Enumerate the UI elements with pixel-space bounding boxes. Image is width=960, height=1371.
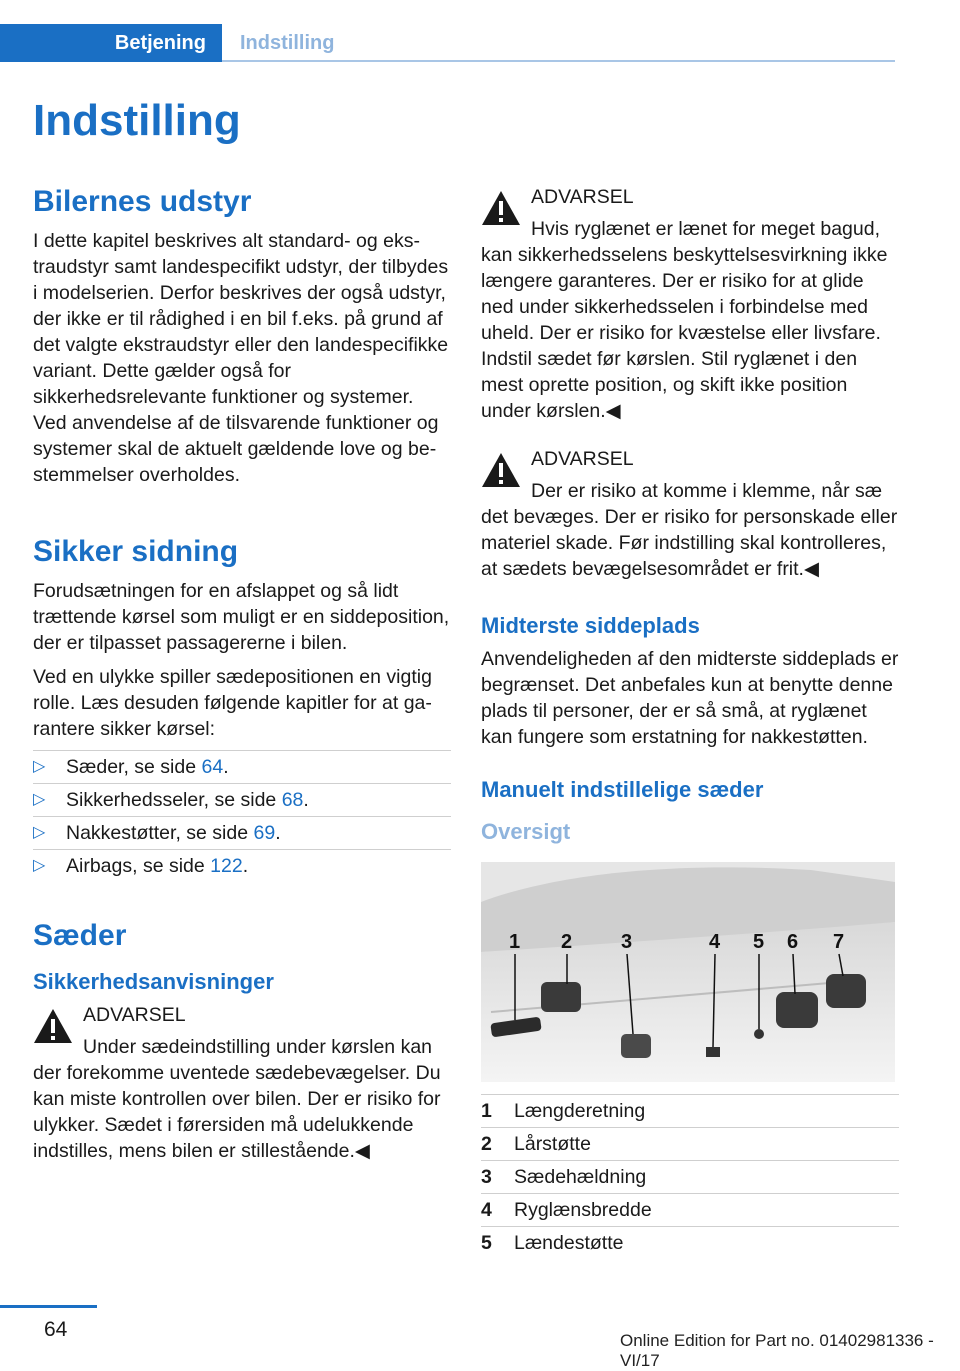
- list-item-end: .: [303, 789, 309, 811]
- bullet-triangle-icon: ▷: [33, 857, 46, 874]
- list-item: [33, 816, 451, 849]
- paragraph-ulykke: Ved en ulykke spiller sædepositionen en vigtig rolle. Læs desuden følgende kapitler for at garantere sikker kørsel:: [33, 666, 432, 740]
- list-item: [33, 849, 451, 882]
- running-header: [0, 0, 960, 62]
- legend-number: 4: [481, 1199, 492, 1221]
- list-item-text: Airbags, se side: [66, 855, 211, 877]
- page-link[interactable]: 64: [201, 756, 224, 778]
- warning-triangle-icon: [481, 452, 521, 488]
- photo-callout-label: 4: [709, 931, 721, 953]
- photo-callout-label: 2: [561, 931, 573, 953]
- subsection-title-oversigt: Oversigt: [481, 819, 571, 844]
- warning-text-first-line: Der er risiko at komme i klemme, når sæ: [531, 480, 883, 502]
- warning-heading: ADVARSEL: [531, 186, 634, 208]
- photo-callout-label: 7: [833, 931, 845, 953]
- photo-callout-label: 5: [753, 931, 765, 953]
- legend-item: [481, 1193, 899, 1226]
- photo-callout-label: 6: [787, 931, 799, 953]
- legend-item: [481, 1094, 899, 1127]
- legend-item: [481, 1127, 899, 1160]
- chapter-reference-list: [33, 750, 451, 882]
- section-text-midterste-siddeplads: Anvendeligheden af den midterste siddeplads er begrænset. Det anbefales kun at benytte denne plads til personer, der er så små, at ryglænet kan fungere som erstatning for nakkestøtten.: [481, 648, 899, 748]
- bullet-triangle-icon: ▷: [33, 791, 46, 808]
- subsection-title-sikkerhedsanvisninger: Sikkerhedsanvisninger: [33, 969, 274, 994]
- section-title-manuelt-indstillelige-saeder: Manuelt indstillelige sæder: [481, 777, 764, 802]
- paragraph-forudsaetning: Forudsætningen for en afslappet og så lidt trættende kørsel som muligt er en siddeposition, der er tilpasset passagererne i bilen.: [33, 580, 450, 654]
- control-seat-tilt: [621, 1034, 651, 1058]
- seat-controls-legend: [481, 1094, 899, 1259]
- footer-rule: [0, 1305, 97, 1308]
- photo-callout-label: 3: [621, 931, 633, 953]
- edition-footer: Online Edition for Part no. 01402981336 - VI/17: [620, 1331, 934, 1370]
- header-rule: [222, 60, 895, 62]
- legend-label: Længderetning: [514, 1100, 646, 1122]
- legend-item: [481, 1160, 899, 1193]
- legend-label: Lårstøtte: [514, 1133, 591, 1155]
- warning-text: der forekomme uventede sædebevægelser. Du kan miste kontrollen over bilen. Der er risiko for ulykker. Sædet i førersiden må udelukkende indstilles, mens bilen er stillestående.◀: [33, 1062, 441, 1162]
- list-item-text: Nakkestøtter, se side: [66, 822, 254, 844]
- warning-heading: ADVARSEL: [531, 448, 634, 470]
- warning-text-first-line: Under sædeindstilling under kørslen kan: [83, 1036, 433, 1058]
- bullet-triangle-icon: ▷: [33, 758, 46, 775]
- bullet-triangle-icon: ▷: [33, 824, 46, 841]
- section-title-saeder: Sæder: [33, 919, 127, 952]
- warning-block: [481, 184, 899, 424]
- list-item: [33, 783, 451, 816]
- legend-item: [481, 1226, 899, 1259]
- photo-callout-label: 1: [509, 931, 521, 953]
- warning-triangle-icon: [33, 1008, 73, 1044]
- control-knob-7: [826, 974, 866, 1008]
- section-title-midterste-siddeplads: Midterste siddeplads: [481, 613, 700, 638]
- list-item-end: .: [242, 855, 249, 877]
- warning-block: [481, 446, 899, 582]
- list-item: [33, 750, 451, 783]
- control-lumbar-support: [754, 1029, 764, 1039]
- legend-number: 3: [481, 1166, 492, 1188]
- right-column: [481, 184, 899, 1259]
- legend-label: Ryglænsbredde: [514, 1199, 652, 1221]
- control-knob-6: [776, 992, 818, 1028]
- control-thigh-support: [541, 982, 581, 1012]
- section-title-sikker-sidning: Sikker sidning: [33, 535, 239, 568]
- legend-label: Sædehældning: [514, 1166, 647, 1188]
- page-number: 64: [44, 1318, 68, 1341]
- control-backrest-width: [706, 1047, 720, 1057]
- list-item-text: Sæder, se side: [66, 756, 202, 778]
- warning-triangle-icon: [481, 190, 521, 226]
- list-item-text: Sikkerhedsseler, se side: [66, 789, 282, 811]
- legend-number: 2: [481, 1133, 492, 1155]
- warning-text: det bevæges. Der er risiko for personskade eller materiel skade. Før indstilling skal kontrolleres, at sædets bevægelsesområdet er frit.◀: [481, 506, 898, 580]
- header-tab-indstilling[interactable]: Indstilling: [240, 31, 335, 54]
- legend-label: Lændestøtte: [514, 1232, 624, 1254]
- list-item-end: .: [223, 756, 229, 778]
- section-title-bilernes-udstyr: Bilernes udstyr: [33, 185, 252, 218]
- legend-number: 1: [481, 1100, 492, 1122]
- warning-text-first-line: Hvis ryglænet er lænet for meget bagud,: [531, 218, 881, 240]
- page-link[interactable]: 69: [253, 822, 276, 844]
- warning-text: kan sikkerhedsselens beskyttelsesvirkning ikke længere garanteres. Der er risiko for at glide ned under sikkerhedsselen i forbindelse med uheld. Der er risiko for kvæstelse eller livsfare. Indstil sædet før kørslen. Stil ryglænet i den mest oprette position, og skift ikke position under kørslen.◀: [481, 244, 888, 422]
- header-tab-betjening[interactable]: Betjening: [0, 24, 222, 62]
- page-link[interactable]: 122: [210, 855, 243, 877]
- list-item-end: .: [275, 822, 281, 844]
- warning-heading: ADVARSEL: [83, 1004, 186, 1026]
- legend-number: 5: [481, 1232, 492, 1254]
- page-title: Indstilling: [33, 96, 241, 145]
- seat-controls-photo: [481, 862, 895, 1082]
- left-column: [33, 184, 451, 1164]
- section-text-bilernes-udstyr: I dette kapitel beskrives alt standard- og ekstraudstyr samt landespecifikt udstyr, der tilbydes i modelserien. Derfor beskrives der også udstyr, der ikke er til rådighed i en bil f.eks. på grund af det valgte ekstraudstyr eller den landespecifikke variant. Dette gælder også for sikkerhedsrelevante funktioner og systemer. Ved anvendelse af de tilsvarende funktioner og systemer skal de aktuelt gældende love og bestemmelser overholdes.: [33, 230, 449, 486]
- warning-block: [33, 1002, 451, 1164]
- page-link[interactable]: 68: [281, 789, 304, 811]
